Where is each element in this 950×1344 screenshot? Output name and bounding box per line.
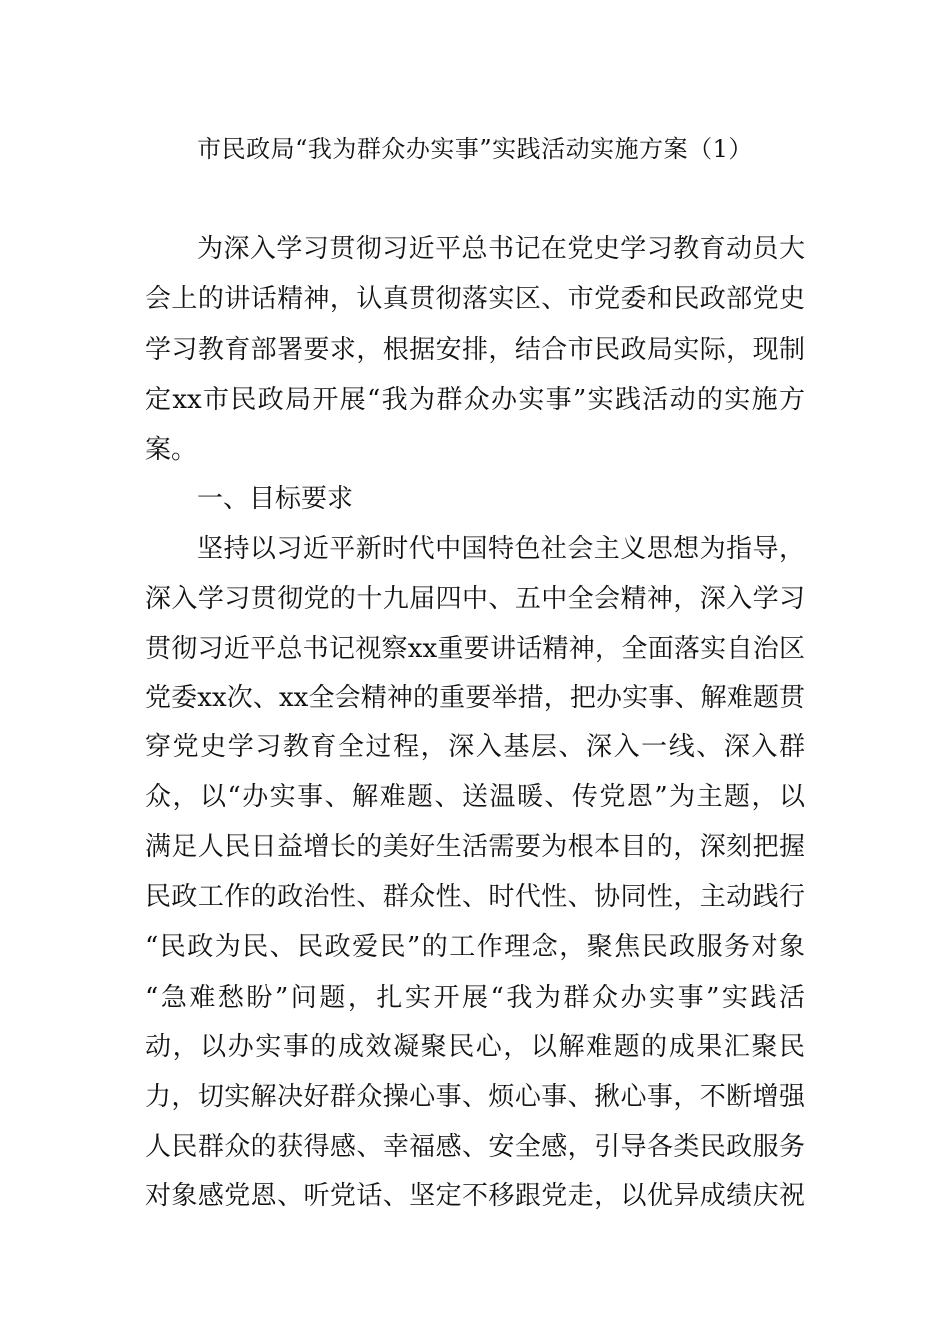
body-line: “急难愁盼”问题，扎实开展“我为群众办实事”实践活 xyxy=(145,983,805,1013)
body-line: 力，切实解决好群众操心事、烦心事、揪心事，不断增强 xyxy=(145,1082,805,1112)
body-line: 动，以办实事的成效凝聚民心，以解难题的成果汇聚民 xyxy=(145,1032,805,1062)
body-line: 坚持以习近平新时代中国特色社会主义思想为指导， xyxy=(197,534,805,564)
intro-line: 学习教育部署要求，根据安排，结合市民政局实际，现制 xyxy=(145,335,805,365)
body-line: “民政为民、民政爱民”的工作理念，聚焦民政服务对象 xyxy=(145,932,805,962)
intro-line: 会上的讲话精神，认真贯彻落实区、市党委和民政部党史 xyxy=(145,284,805,314)
intro-line: 为深入学习贯彻习近平总书记在党史学习教育动员大 xyxy=(197,234,805,264)
body-line: 对象感党恩、听党话、坚定不移跟党走，以优异成绩庆祝 xyxy=(145,1181,805,1211)
body-line: 众，以“办实事、解难题、送温暖、传党恩”为主题，以 xyxy=(145,782,805,812)
body-line: 贯彻习近平总书记视察xx重要讲话精神，全面落实自治区 xyxy=(145,634,805,664)
body-line: 民政工作的政治性、群众性、时代性、协同性，主动践行 xyxy=(145,882,805,912)
body-line: 满足人民日益增长的美好生活需要为根本目的，深刻把握 xyxy=(145,832,805,862)
intro-line: 定xx市民政局开展“我为群众办实事”实践活动的实施方 xyxy=(145,385,805,415)
body-line: 穿党史学习教育全过程，深入基层、深入一线、深入群 xyxy=(145,732,805,762)
body-line: 党委xx次、xx全会精神的重要举措，把办实事、解难题贯 xyxy=(145,683,805,713)
document-title: 市民政局“我为群众办实事”实践活动实施方案（1） xyxy=(197,135,753,163)
body-line: 深入学习贯彻党的十九届四中、五中全会精神，深入学习 xyxy=(145,584,805,614)
intro-line: 案。 xyxy=(145,435,198,465)
section-heading: 一、目标要求 xyxy=(197,484,354,514)
body-line: 人民群众的获得感、幸福感、安全感，引导各类民政服务 xyxy=(145,1132,805,1162)
